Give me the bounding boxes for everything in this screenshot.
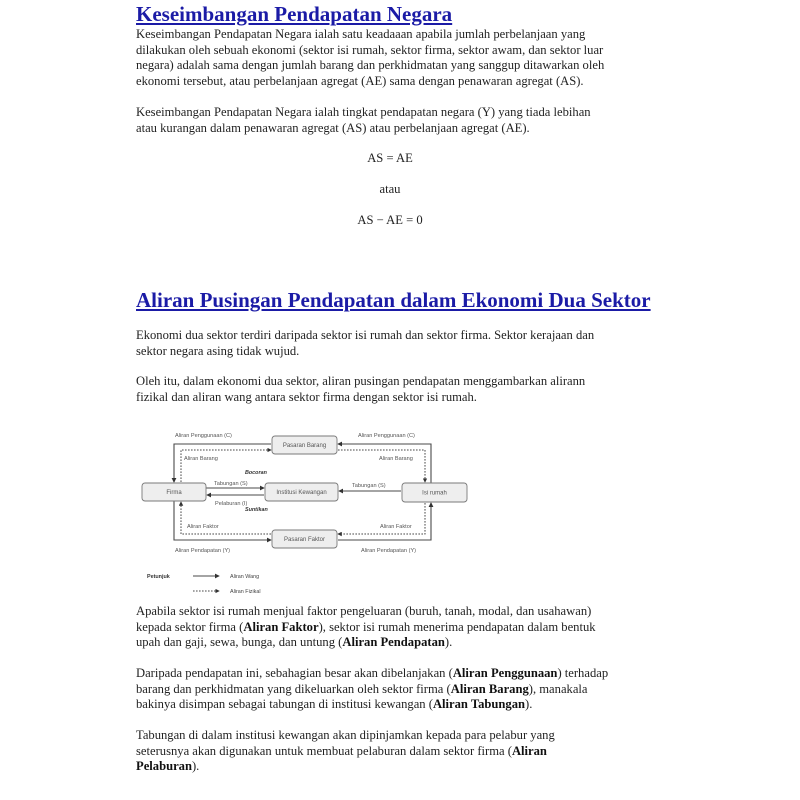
text-line bbox=[136, 744, 661, 760]
text-line bbox=[136, 697, 661, 713]
paragraph-aliran-penggunaan bbox=[136, 666, 661, 713]
box-isi-rumah bbox=[402, 483, 467, 502]
text-line bbox=[136, 666, 661, 682]
legend-title: Petunjuk bbox=[147, 574, 170, 580]
text-line: Keseimbangan Pendapatan Negara ialah satu keadaaan apabila jumlah perbelanjaan yang bbox=[136, 27, 586, 41]
paragraph-aliran-faktor bbox=[136, 604, 661, 651]
label-faktor-left: Aliran Faktor bbox=[187, 524, 219, 530]
box-institusi-kewangan bbox=[265, 483, 338, 501]
box-pasaran-faktor bbox=[272, 530, 337, 548]
label-penggunaan-right: Aliran Penggunaan (C) bbox=[358, 433, 415, 439]
paragraph-equilibrium bbox=[136, 105, 661, 136]
text: ). bbox=[191, 759, 200, 774]
text-line: Tabungan di dalam institusi kewangan akan dipinjamkan kepada para pelabur yang bbox=[136, 728, 555, 742]
text-line: Oleh itu, dalam ekonomi dua sektor, aliran pusingan pendapatan menggambarkan alirann bbox=[136, 374, 586, 388]
box-label: Institusi Kewangan bbox=[276, 490, 327, 496]
text: bakinya disimpan sebagai tabungan di institusi kewangan ( bbox=[136, 697, 433, 712]
bold-term: Pelaburan bbox=[136, 759, 192, 774]
text: ). bbox=[525, 697, 533, 712]
flow-barang-left bbox=[181, 450, 271, 482]
legend bbox=[147, 574, 261, 595]
equation-as-minus-ae: AS − AE = 0 bbox=[357, 213, 423, 227]
label-tabungan-right: Tabungan (S) bbox=[352, 483, 386, 489]
box-firma bbox=[142, 483, 206, 501]
text: barang dan perkhidmatan yang dikeluarkan oleh sektor firma ( bbox=[136, 681, 451, 696]
text-line bbox=[136, 635, 661, 651]
label-barang-left: Aliran Barang bbox=[184, 456, 218, 462]
text: ), manakala bbox=[528, 681, 588, 696]
box-label: Isi rumah bbox=[422, 490, 447, 497]
paragraph-aliran-pelaburan bbox=[136, 728, 661, 775]
text-line: sektor negara asing tidak wujud. bbox=[136, 343, 300, 358]
flow-barang-right bbox=[338, 450, 425, 482]
text-line bbox=[136, 759, 661, 775]
paragraph-definition bbox=[136, 27, 661, 90]
box-pasaran-barang bbox=[272, 436, 337, 454]
bold-term: Aliran Tabungan bbox=[432, 697, 525, 712]
label-pelaburan: Pelaburan (I) bbox=[215, 501, 248, 507]
label-pendapatan-left: Aliran Pendapatan (Y) bbox=[175, 548, 231, 554]
equation-as-equals-ae: AS = AE bbox=[367, 151, 413, 165]
text-line: Keseimbangan Pendapatan Negara ialah tingkat pendapatan negara (Y) yang tiada lebihan bbox=[136, 105, 591, 119]
bold-term: Aliran Barang bbox=[450, 681, 529, 696]
label-pendapatan-right: Aliran Pendapatan (Y) bbox=[361, 548, 417, 554]
text: ) terhadap bbox=[557, 666, 609, 680]
text: Daripada pendapatan ini, sebahagian besar akan dibelanjakan ( bbox=[136, 666, 453, 680]
label-suntikan: Suntikan bbox=[245, 507, 268, 513]
paragraph-flows bbox=[136, 374, 661, 405]
label-tabungan-left: Tabungan (S) bbox=[214, 481, 248, 487]
text-line: Apabila sektor isi rumah menjual faktor pengeluaran (buruh, tanah, modal, dan usahawan) bbox=[136, 604, 592, 618]
equation-or-text: atau bbox=[379, 182, 401, 196]
heading-aliran-pusingan-pendapatan[interactable]: Aliran Pusingan Pendapatan dalam Ekonomi Dua Sektor bbox=[136, 288, 651, 312]
text-line bbox=[136, 682, 661, 698]
text: ). bbox=[444, 635, 453, 650]
circular-flow-diagram bbox=[135, 425, 480, 600]
label-penggunaan-left: Aliran Penggunaan (C) bbox=[175, 433, 232, 439]
bold-term: Aliran Pendapatan bbox=[342, 635, 445, 650]
legend-money: Aliran Wang bbox=[230, 574, 260, 580]
text-line bbox=[136, 620, 661, 636]
text: upah dan gaji, sewa, bunga, dan untung ( bbox=[136, 635, 343, 650]
bold-term: Aliran Faktor bbox=[243, 619, 319, 634]
text-line: ekonomi tersebut, atau perbelanjaan agregat (AE) sama dengan penawaran agregat (AS). bbox=[136, 74, 584, 89]
text-line: atau kurangan dalam penawaran agregat (AS) atau perbelanjaan agregat (AE). bbox=[136, 120, 530, 135]
flow-pendapatan-right bbox=[338, 503, 431, 540]
label-faktor-right: Aliran Faktor bbox=[380, 524, 412, 530]
text: ), sektor isi rumah menerima pendapatan dalam bentuk bbox=[318, 619, 596, 634]
box-label: Pasaran Barang bbox=[282, 443, 327, 449]
text: kepada sektor firma ( bbox=[136, 619, 244, 634]
bold-term: Aliran bbox=[511, 743, 547, 758]
bold-term: Aliran Penggunaan bbox=[452, 666, 558, 680]
box-label: Firma bbox=[166, 490, 182, 496]
text-line: Ekonomi dua sektor terdiri daripada sektor isi rumah dan sektor firma. Sektor kerajaan dan bbox=[136, 328, 595, 342]
label-bocoran: Bocoran bbox=[245, 470, 267, 476]
text-line: fizikal dan aliran wang antara sektor firma dengan sektor isi rumah. bbox=[136, 389, 477, 404]
heading-keseimbangan-pendapatan-negara[interactable]: Keseimbangan Pendapatan Negara bbox=[136, 2, 453, 26]
paragraph-two-sector bbox=[136, 328, 661, 359]
box-label: Pasaran Faktor bbox=[283, 537, 326, 543]
text-line: dilakukan oleh sebuah ekonomi (sektor isi rumah, sektor firma, sektor awam, dan sektor luar bbox=[136, 42, 604, 57]
text: seterusnya akan digunakan untuk membuat pelaburan dalam sektor firma ( bbox=[136, 743, 512, 758]
legend-physical: Aliran Fizikal bbox=[230, 589, 261, 595]
label-barang-right: Aliran Barang bbox=[379, 456, 413, 462]
text-line: negara) adalah sama dengan jumlah barang dan perkhidmatan yang sanggup ditawarkan oleh bbox=[136, 58, 605, 73]
